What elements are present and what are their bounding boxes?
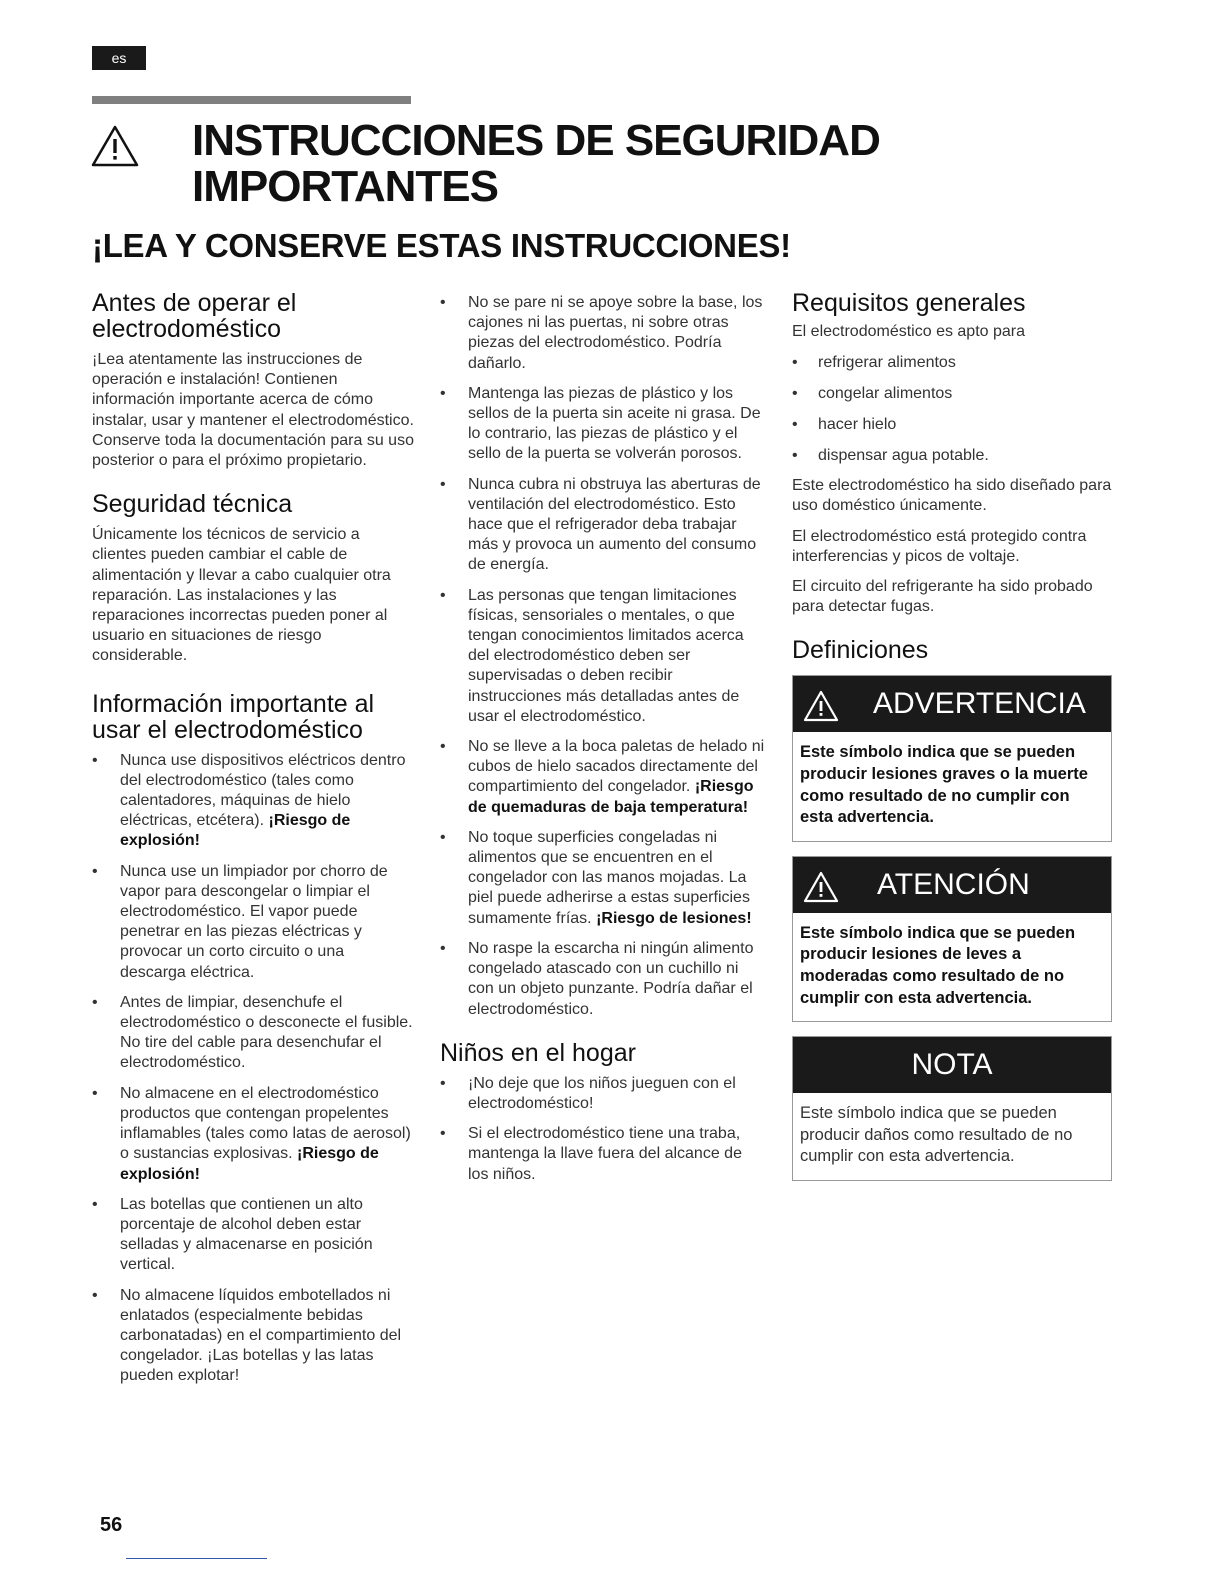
risk-warning: ¡Riesgo de explosión!: [120, 1145, 379, 1183]
list-item: • ¡No deje que los niños jueguen con el electrodoméstico!: [440, 1074, 766, 1114]
safety-list: [440, 293, 766, 1020]
list-item: • congelar alimentos: [792, 383, 1112, 404]
section-heading-definiciones: Definiciones: [792, 636, 929, 665]
atencion-header: [793, 857, 1111, 913]
info-list: [92, 751, 414, 1387]
advertencia-box: [792, 675, 1112, 841]
requisitos-text-2: El electrodoméstico está protegido contra interferencias y picos de voltaje.: [792, 527, 1087, 565]
atencion-box: [792, 856, 1112, 1022]
list-item: • Las botellas que contienen un alto porcentaje de alcohol deben estar selladas y almacenarse en posición vertical.: [92, 1195, 414, 1276]
nota-label: NOTA: [911, 1048, 993, 1082]
list-item: • Antes de limpiar, desenchufe el electrodoméstico o desconecte el fusible. No tire del cable para desenchufar el electrodoméstico.: [92, 993, 414, 1074]
nota-text: Este símbolo indica que se pueden producir daños como resultado de no cumplir con esta advertencia.: [800, 1104, 1073, 1166]
page-title: INSTRUCCIONES DE SEGURIDAD IMPORTANTES: [192, 116, 880, 211]
list-item: • No almacene en el electrodoméstico productos que contengan propelentes inflamables (tales como latas de aerosol) o sustancias explosivas. ¡Riesgo de explosión!: [92, 1084, 414, 1185]
advertencia-header: [793, 676, 1111, 732]
list-item: • hacer hielo: [792, 414, 1112, 435]
warning-triangle-icon: [90, 124, 140, 168]
requisitos-list: [792, 352, 1112, 466]
list-item: • Nunca use un limpiador por chorro de vapor para descongelar o limpiar el electrodoméstico. El vapor puede penetrar en las piezas eléctricas y provocar un corto circuito o una descarga eléctrica.: [92, 862, 414, 983]
list-item: • No se lleve a la boca paletas de helado ni cubos de hielo sacados directamente del compartimiento del congelador. ¡Riesgo de quemaduras de baja temperatura!: [440, 737, 766, 818]
requisitos-text-3: El circuito del refrigerante ha sido probado para detectar fugas.: [792, 578, 1093, 616]
ninos-list: [440, 1074, 766, 1185]
requisitos-intro: El electrodoméstico es apto para: [792, 323, 1026, 340]
language-tag: es: [92, 46, 146, 70]
list-item: • Si el electrodoméstico tiene una traba, mantenga la llave fuera del alcance de los niños.: [440, 1124, 766, 1185]
nota-box: [792, 1036, 1112, 1181]
column-left: [92, 290, 414, 1397]
section-heading-antes: Antes de operar el electrodoméstico: [92, 289, 297, 343]
risk-warning: ¡Riesgo de quemaduras de baja temperatura!: [468, 778, 754, 816]
section-heading-info: Información importante al usar el electrodoméstico: [92, 689, 375, 744]
page-subtitle: ¡LEA Y CONSERVE ESTAS INSTRUCCIONES!: [92, 227, 791, 264]
footer-line: [126, 1558, 267, 1559]
section-heading-seguridad: Seguridad técnica: [92, 490, 293, 519]
list-item: • Mantenga las piezas de plástico y los sellos de la puerta sin aceite ni grasa. De lo contrario, las piezas de plástico y el sello de la puerta se volverán porosos.: [440, 384, 766, 465]
risk-warning: ¡Riesgo de explosión!: [120, 812, 351, 850]
list-item: • refrigerar alimentos: [792, 352, 1112, 373]
antes-text: ¡Lea atentamente las instrucciones de operación e instalación! Contienen información importante acerca de cómo instalar, usar y mantener el electrodoméstico. Conserve toda la documentación para su uso posterior o para el próximo propietario.: [92, 351, 414, 470]
risk-warning: ¡Riesgo de lesiones!: [596, 909, 752, 927]
list-item: • Las personas que tengan limitaciones físicas, sensoriales o mentales, o que tengan conocimientos limitados acerca del electrodoméstico deben ser supervisadas o deben recibir instrucciones más detalladas antes de usar el electrodoméstico.: [440, 586, 766, 727]
list-item: • No se pare ni se apoye sobre la base, los cajones ni las puertas, ni sobre otras piezas del electrodoméstico. Podría dañarlo.: [440, 293, 766, 374]
section-heading-ninos: Niños en el hogar: [440, 1038, 636, 1067]
advertencia-text: Este símbolo indica que se pueden producir lesiones graves o la muerte como resultado de no cumplir con esta advertencia.: [800, 743, 1088, 827]
atencion-label: ATENCIÓN: [877, 867, 1030, 901]
page-number: 56: [100, 1514, 123, 1536]
warning-triangle-icon: [803, 871, 839, 903]
list-item: • No toque superficies congeladas ni alimentos que se encuentren en el congelador con las manos mojadas. La piel puede adherirse a estas superficies sumamente frías. ¡Riesgo de lesiones!: [440, 828, 766, 929]
requisitos-text-1: Este electrodoméstico ha sido diseñado para uso doméstico únicamente.: [792, 477, 1112, 515]
list-item: • No raspe la escarcha ni ningún alimento congelado atascado con un cuchillo ni con un objeto punzante. Podría dañar el electrodoméstico.: [440, 939, 766, 1020]
list-item: • dispensar agua potable.: [792, 445, 1112, 466]
atencion-text: Este símbolo indica que se pueden producir lesiones de leves a moderadas como resultado de no cumplir con esta advertencia.: [800, 923, 1076, 1007]
list-item: • No almacene líquidos embotellados ni enlatados (especialmente bebidas carbonatadas) en el compartimiento del congelador. ¡Las botellas y las latas pueden explotar!: [92, 1286, 414, 1387]
section-heading-requisitos: Requisitos generales: [792, 289, 1026, 317]
column-right: [792, 290, 1112, 1195]
warning-triangle-icon: [803, 690, 839, 722]
advertencia-label: ADVERTENCIA: [873, 687, 1086, 721]
nota-header: [793, 1037, 1111, 1093]
top-rule-divider: [92, 96, 411, 104]
column-middle: [440, 293, 766, 1195]
list-item: • Nunca use dispositivos eléctricos dentro del electrodoméstico (tales como calentadores, máquinas de hielo eléctricas, etcétera). ¡Riesgo de explosión!: [92, 751, 414, 852]
list-item: • Nunca cubra ni obstruya las aberturas de ventilación del electrodoméstico. Esto hace que el refrigerador deba trabajar más y provoca un aumento del consumo de energía.: [440, 475, 766, 576]
seguridad-text: Únicamente los técnicos de servicio a clientes pueden cambiar el cable de alimentación y llevar a cabo cualquier otra reparación. Las instalaciones y las reparaciones incorrectas pueden poner al usuario en situaciones de riesgo considerable.: [92, 526, 391, 665]
